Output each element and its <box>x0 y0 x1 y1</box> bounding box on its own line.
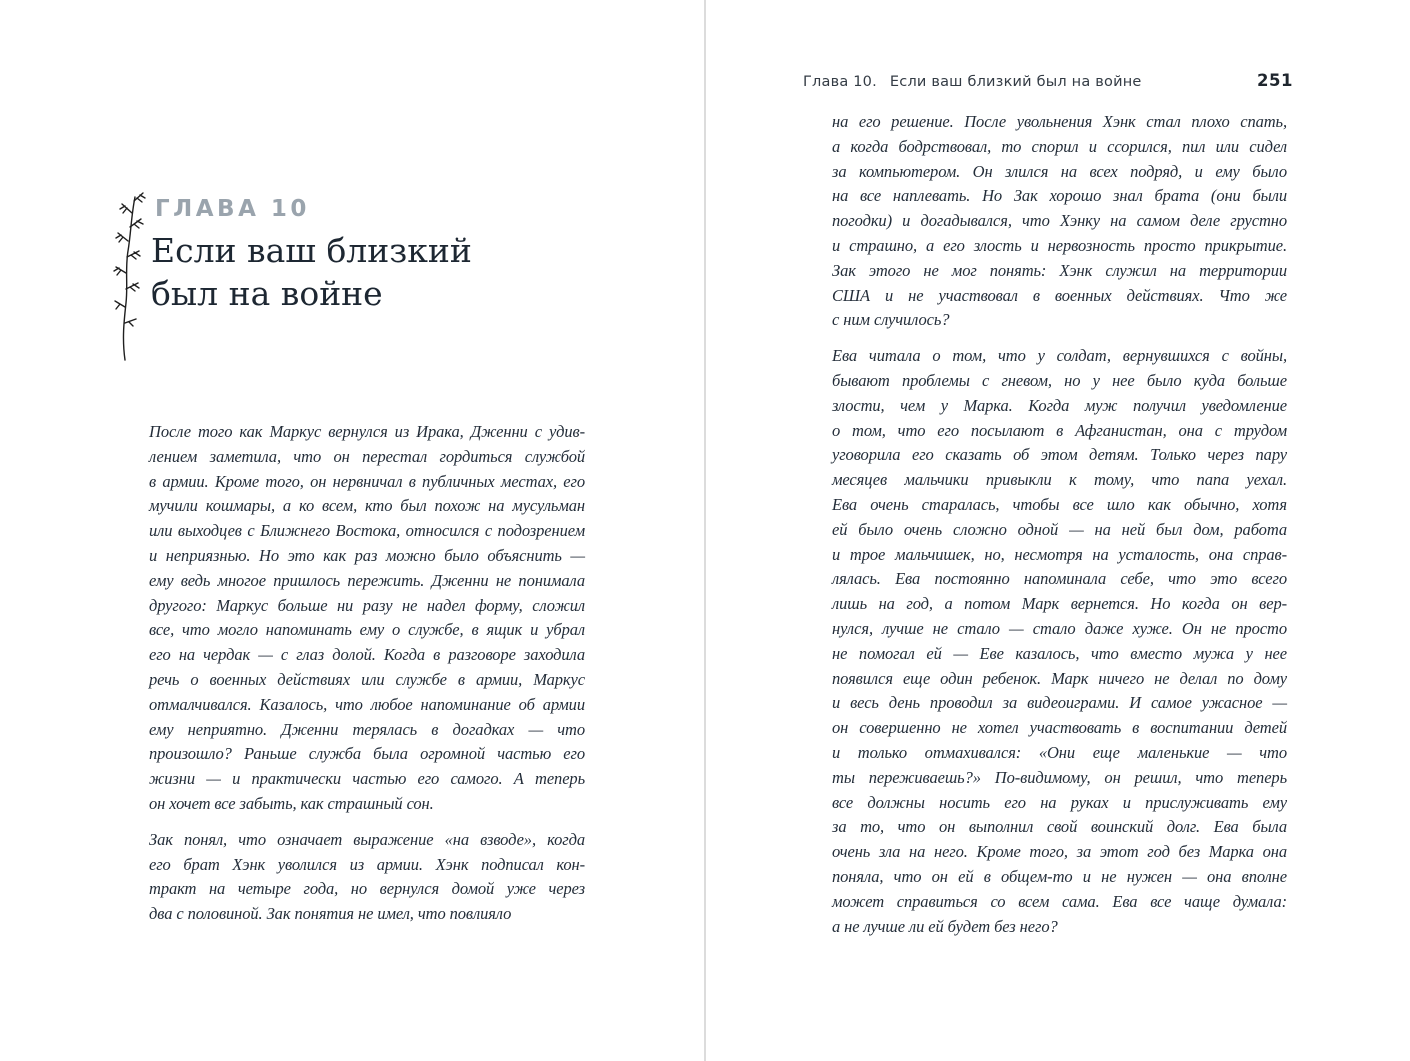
text-line: и весь день проводил за видеоиграми. И самое ужасное — <box>832 693 1287 713</box>
chapter-title-line: был на войне <box>151 274 383 313</box>
text-line: за компьютером. Он злился на всех подряд, и ему было <box>832 161 1287 181</box>
chapter-label: ГЛАВА 10 <box>155 196 310 222</box>
text-line: он хочет все забыть, как страшный сон. <box>149 793 434 813</box>
page-gutter-divider <box>704 0 706 1061</box>
text-line: появился еще один ребенок. Марк ничего не делал по дому <box>832 668 1287 688</box>
text-line: в армии. Кроме того, он нервничал в публичных местах, его <box>149 471 585 491</box>
text-line: и трое мальчишек, но, несмотря на усталость, она справ- <box>832 544 1287 564</box>
paragraph <box>832 110 1287 333</box>
text-line: он совершенно не хотел участвовать в воспитании детей <box>832 718 1287 738</box>
text-line: погодки) и догадывался, что Хэнку на самом деле грустно <box>832 211 1287 231</box>
text-line: за то, что он выполнил свой воинский долг. Ева была <box>832 817 1287 837</box>
text-line: его брат Хэнк уволился из армии. Хэнк подписал кон- <box>149 854 585 874</box>
text-line: ты переживаешь?» По-видимому, он решил, что теперь <box>832 767 1287 787</box>
right-page-body <box>832 110 1287 939</box>
text-line: жизни — и практически частью его самого. А теперь <box>149 769 585 789</box>
text-line: не помогал ей — Еве казалось, что вместо мужа у нее <box>832 643 1287 663</box>
text-line: нулся, лучше не стало — стало даже хуже. Он не просто <box>832 618 1287 638</box>
text-line: лением заметила, что он перестал гордиться службой <box>149 446 585 466</box>
paragraph <box>149 828 585 927</box>
text-line: все, что могло напоминать ему о службе, в ящик и убрал <box>149 620 585 640</box>
text-line: на все наплевать. Но Зак хорошо знал брата (они были <box>832 186 1287 206</box>
text-line: ему ведь многое пришлось пережить. Дженни не понимала <box>149 570 585 590</box>
text-line: и страшно, а его злость и нервозность просто прикрытие. <box>832 235 1287 255</box>
text-line: с ним случилось? <box>832 310 950 330</box>
text-line: а не лучше ли ей будет без него? <box>832 916 1058 936</box>
text-line: его на чердак — с глаз долой. Когда в разговоре заходила <box>149 645 585 665</box>
text-line: месяцев мальчики привыкли к тому, что папа уехал. <box>832 470 1287 490</box>
paragraph <box>832 344 1287 939</box>
branch-icon <box>97 189 157 361</box>
text-line: два с половиной. Зак понятия не имел, что повлияло <box>149 904 512 924</box>
text-line: бывают проблемы с гневом, но у нее было куда больше <box>832 370 1287 390</box>
text-line: и только отмахивался: «Они еще маленькие — что <box>832 742 1287 762</box>
text-line: уговорила его сказать об этом детям. Только через пару <box>832 445 1287 465</box>
text-line: Ева читала о том, что у солдат, вернувшихся с войны, <box>832 346 1287 366</box>
branch-sketch-illustration <box>97 189 157 361</box>
running-header-chapter: Глава 10. <box>803 74 877 90</box>
text-line: о том, что его посылают в Афганистан, она с трудом <box>832 420 1287 440</box>
text-line: мучили кошмары, а ко всем, кто был похож на мусульман <box>149 496 585 516</box>
running-header <box>803 71 1293 90</box>
text-line: США и не участвовал в военных действиях. Что же <box>832 285 1287 305</box>
text-line: или выходцев с Ближнего Востока, относился с подозрением <box>149 521 585 541</box>
text-line: речь о военных действиях или службе в армии, Маркус <box>149 669 585 689</box>
text-line: Зак этого не мог понять: Хэнк служил на территории <box>832 260 1287 280</box>
paragraph <box>149 420 585 817</box>
page-number: 251 <box>1257 71 1293 90</box>
text-line: поняла, что он ей в общем-то и не нужен — она вполне <box>832 866 1287 886</box>
text-line: Ева очень старалась, чтобы все шло как обычно, хотя <box>832 494 1287 514</box>
text-line: ей было очень сложно одной — на ней был дом, работа <box>832 519 1287 539</box>
text-line: лишь на год, а потом Марк вернется. Но когда он вер- <box>832 594 1287 614</box>
text-line: Зак понял, что означает выражение «на взводе», когда <box>149 829 585 849</box>
chapter-title <box>151 229 472 315</box>
text-line: лялась. Ева постоянно напоминала себе, что это всего <box>832 569 1287 589</box>
text-line: а когда бодрствовал, то спорил и ссорился, пил или сидел <box>832 136 1287 156</box>
text-line: другого: Маркус больше ни разу не надел форму, сложил <box>149 595 585 615</box>
text-line: тракт на четыре года, но вернулся домой уже через <box>149 879 585 899</box>
text-line: очень зла на него. Кроме того, за этот год без Марка она <box>832 842 1287 862</box>
text-line: После того как Маркус вернулся из Ирака, Дженни с удив- <box>149 422 585 441</box>
text-line: и неприязнью. Но это как раз можно было объяснить — <box>149 545 585 565</box>
text-line: все должны носить его на руках и прислуживать ему <box>832 792 1287 812</box>
running-header-title: Если ваш близкий был на войне <box>889 74 1142 90</box>
text-line: злости, чем у Марка. Когда муж получил уведомление <box>832 395 1287 415</box>
text-line: может справиться со всем сама. Ева все чаще думала: <box>832 891 1287 911</box>
chapter-title-line: Если ваш близкий <box>151 231 472 270</box>
text-line: произошло? Раньше служба была огромной частью его <box>149 744 585 764</box>
left-page-body <box>149 420 585 927</box>
text-line: ему неприятно. Дженни терялась в догадках — что <box>149 719 585 739</box>
text-line: на его решение. После увольнения Хэнк стал плохо спать, <box>832 112 1287 131</box>
text-line: отмалчивался. Казалось, что любое напоминание об армии <box>149 694 585 714</box>
